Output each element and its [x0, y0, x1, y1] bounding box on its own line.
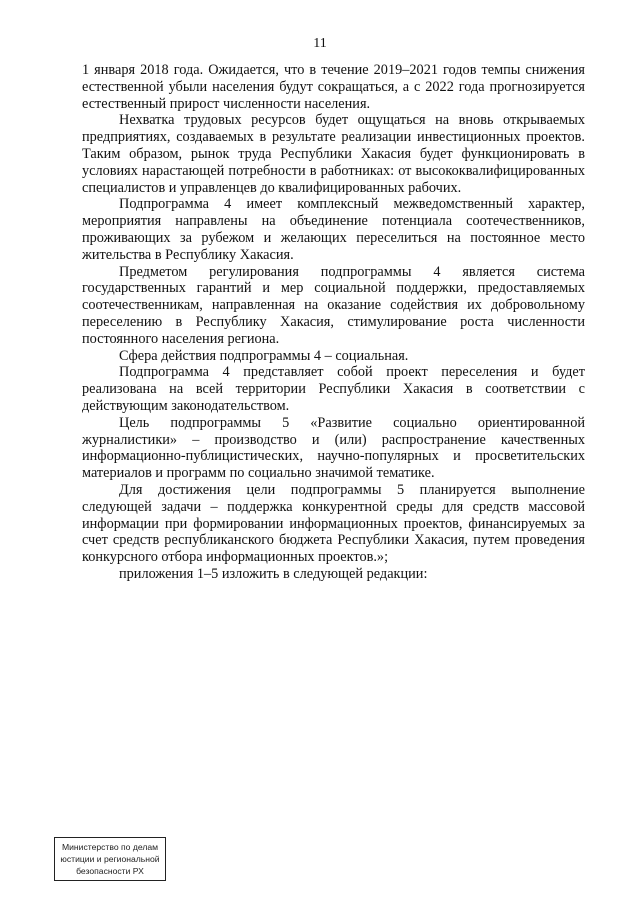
stamp-line-1: Министерство по делам — [61, 842, 159, 852]
paragraph-1: 1 января 2018 года. Ожидается, что в течение 2019–2021 годов темпы снижения естественной убыли населения будут сокращаться, а с 2022 года прогнозируется естественный прирост численности населения. — [82, 62, 585, 112]
paragraph-6: Подпрограмма 4 представляет собой проект переселения и будет реализована на всей территории Республики Хакасия в соответствии с действующим законодательством. — [82, 364, 585, 414]
document-body — [82, 62, 585, 583]
paragraph-3: Подпрограмма 4 имеет комплексный межведомственный характер, мероприятия направлены на объединение потенциала соотечественников, проживающих за рубежом и желающих переселиться на постоянное место жительства в Республику Хакасия. — [82, 196, 585, 263]
stamp-line-2: юстиции и региональной — [60, 854, 160, 864]
paragraph-8: Для достижения цели подпрограммы 5 планируется выполнение следующей задачи – поддержка конкурентной среды для средств массовой информации при формировании информационных проектов, финансируемых за счет средств республиканского бюджета Республики Хакасия, путем проведения конкурсного отбора информационных проектов.»; — [82, 481, 585, 566]
paragraph-9: приложения 1–5 изложить в следующей редакции: — [119, 565, 428, 582]
ministry-stamp — [54, 837, 166, 881]
paragraph-7: Цель подпрограммы 5 «Развитие социально ориентированной журналистики» – производство и (или) распространение качественных информационно-публицистических, научно-популярных и просветительских материалов и программ по социально значимой тематике. — [82, 414, 585, 482]
stamp-line-3: безопасности РХ — [76, 866, 144, 876]
paragraph-5: Сфера действия подпрограммы 4 – социальная. — [119, 347, 409, 364]
page-number: 11 — [313, 36, 327, 51]
paragraph-2: Нехватка трудовых ресурсов будет ощущаться на вновь открываемых предприятиях, создаваемых в результате реализации инвестиционных проектов. Таким образом, рынок труда Республики Хакасия будет функционировать в условиях нарастающей потребности в работниках: от высококвалифицированных специалистов и управленцев до квалифицированных рабочих. — [82, 112, 585, 196]
paragraph-4: Предметом регулирования подпрограммы 4 является система государственных гарантий и мер социальной поддержки, предоставляемых соотечественникам, направленная на оказание содействия их добровольному переселению в Республику Хакасия, стимулирование роста численности постоянного населения региона. — [82, 263, 585, 347]
